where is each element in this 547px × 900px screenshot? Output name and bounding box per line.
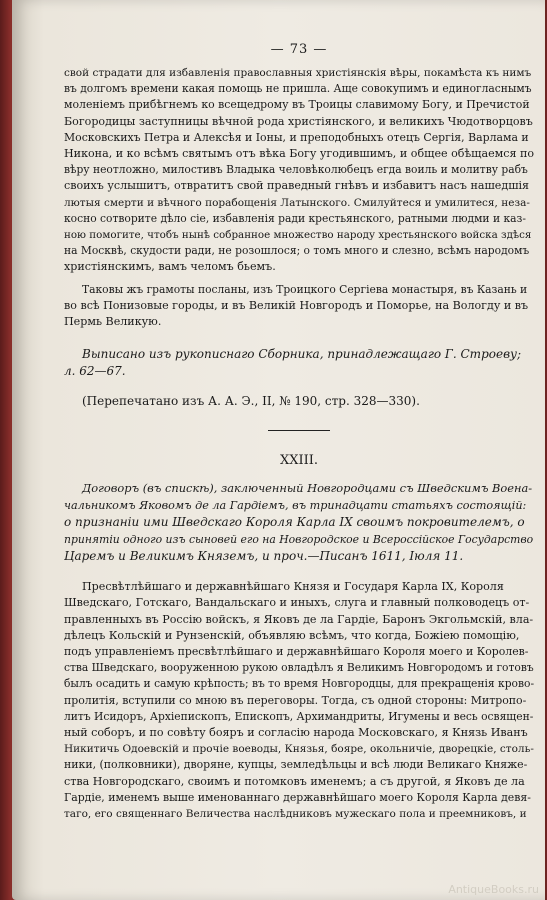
heading-line: чальникомъ Яковомъ де ла Гардіемъ, въ тринадцати статьяхъ состоящій: [64, 499, 527, 513]
text-line: Богородицы заступницы вѣчной рода христіянского, и великихъ Чюдотворцовъ [64, 114, 533, 128]
text-line: ники, (полковники), дворяне, купцы, земледѣльцы и всѣ люди Великаго Княже- [64, 758, 528, 772]
text-line: моленіемъ прибѣгнемъ ко всещедрому въ Троицы славимому Богу, и Пречистой [64, 98, 530, 112]
text-line: ный соборъ, и по совѣту бояръ и согласію народа Московскаго, я Князь Иванъ [64, 726, 528, 740]
treaty-body [64, 579, 534, 822]
paragraph-1 [64, 65, 534, 276]
text-line: косно сотворите дѣло сіе, избавленія ради крестьянского, ратными людми и каз- [64, 211, 526, 225]
text-line: Пресвѣтлѣйшаго и державнѣйшаго Князя и Государя Карла IX, Короля [82, 580, 504, 594]
text-line: въ долгомъ времени какая помощь не пришла. Аще совокупимъ и единогласнымъ [64, 82, 532, 96]
text-line: христіянскимъ, вамъ челомъ бьемъ. [64, 260, 276, 274]
text-line: Гардіе, именемъ выше именованнаго державнѣйшаго моего Короля Карла девя- [64, 790, 531, 804]
text-line: во всѣ Понизовые городы, и въ Великій Новгородъ и Поморье, на Вологду и въ [64, 298, 529, 312]
text-line: своихъ услышитъ, отвратитъ свой праведный гнѣвъ и избавитъ насъ нашедшія [64, 179, 530, 193]
source-note-line: Выписано изъ рукописнаго Сборника, принадлежащаго Г. Строеву; [82, 347, 522, 362]
heading-line: Договоръ (въ спискѣ), заключенный Новгородцами съ Шведскимъ Военa- [82, 481, 533, 496]
text-line: Никитичь Одоевскій и прочіе воеводы, Князья, бояре, окольничіе, дворецкіе, столь- [64, 743, 534, 756]
heading-line: о признаніи ими Шведскаго Короля Карла IX своимъ покровителемъ, о [64, 515, 525, 530]
text-line: Таковы жъ грамоты посланы, изъ Троицкого Сергіева монастыря, въ Казань и [82, 282, 528, 296]
text-line: дѣлецъ Кольскій и Рунзенскій, объявляю всѣмъ, что когда, Божіею помощію, [64, 628, 520, 642]
text-line: Пермь Великую. [64, 315, 162, 329]
heading-line: Царемъ и Великимъ Княземъ, и проч.—Писанъ 1611, Іюля 11. [64, 549, 464, 564]
text-line: лютыя смерти и вѣчного порабощенія Латынского. Смилуйтеся и умилитеся, неза- [64, 196, 530, 209]
text-line: таго, его священнаго Величества наслѣдниковъ мужескаго пола и преемниковъ, и [64, 808, 527, 821]
document-heading [64, 480, 534, 565]
text-line: вѣру неотложно, милостивъ Владыка человѣколюбецъ егда воиль и молитву рабъ [64, 163, 528, 177]
book-page [12, 0, 545, 900]
page-content [64, 42, 534, 822]
text-line: ства Новгородскаго, своимъ и потомковъ именемъ; а съ другой, я Яковъ де ла [64, 774, 525, 788]
text-line: Никона, и ко всѣмъ святымъ отъ вѣка Богу угодившимъ, и общее обѣщаемся по [64, 147, 535, 161]
text-line: ства Шведскаго, вооруженною рукою овладѣлъ я Великимъ Новгородомъ и готовъ [64, 661, 534, 675]
paragraph-2 [64, 282, 534, 331]
section-divider [268, 430, 330, 431]
section-number: XXIII. [279, 453, 319, 469]
text-line: пролитія, вступили со мною въ переговоры. Тогда, съ одной стороны: Митропо- [64, 693, 527, 707]
text-line: ною помогите, чтобъ нынѣ собранное множество народу хрестьянского войска здѣся [64, 229, 532, 242]
text-line: подъ управленіемъ пресвѣтлѣйшаго и державнѣйшаго Короля моего и Королев- [64, 645, 529, 659]
text-line: литъ Исидоръ, Архіепископъ, Епископъ, Архимандриты, Игумены и весь освящен- [64, 709, 534, 723]
text-line: правленныхъ въ Россію войскъ, я Яковъ де ла Гардіе, Баронъ Экгольмскій, вла- [64, 612, 534, 626]
heading-line: принятіи одного изъ сыновей его на Новгородское и Всероссійское Государство [64, 533, 534, 547]
source-note-line: л. 62—67. [64, 364, 126, 379]
text-line: Московскихъ Петра и Алексѣя и Іоны, и преподобныхъ отецъ Сергія, Варлама и [64, 130, 529, 144]
text-line: былъ осадить и самую крѣпость; въ то время Новгородцы, для прекращенія крово- [64, 677, 535, 691]
watermark: AntiqueBooks.ru [448, 883, 539, 896]
text-line: на Москвѣ, скудости ради, не розошлося; о томъ много и слезно, всѣмъ народомъ [64, 244, 530, 258]
text-line: Шведскаго, Готскаго, Вандальскаго и иныхъ, слуга и главный полководецъ от- [64, 596, 530, 610]
reprint-note: (Перепечатано изъ А. А. Э., II, № 190, стр. 328—330). [82, 394, 420, 409]
source-note [64, 346, 534, 380]
page-number: — 73 — [270, 42, 328, 57]
text-line: свой страдати для избавленія православныя христіянскія вѣры, покамѣста къ нимъ [64, 67, 532, 79]
